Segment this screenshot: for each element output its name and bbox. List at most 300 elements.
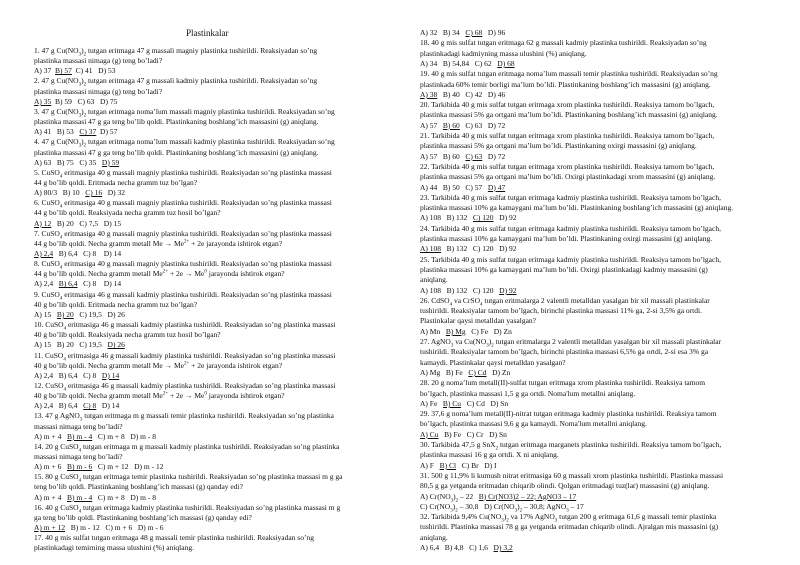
text-line (34, 452, 123, 461)
text-line (34, 198, 332, 208)
text-segment: 26. CdSO (420, 295, 450, 305)
text-segment: eritmasiga 40 g massali magniy plastinka tushirildi. Reaksiyadan so’ng plastinka massasi (62, 198, 332, 208)
text-line (34, 229, 332, 239)
text-line (34, 300, 197, 309)
text-segment: C) Fe D) Zn (465, 326, 512, 336)
text-line (420, 69, 718, 78)
answer-marked: D) 3,2 (493, 543, 513, 552)
text-line (420, 131, 714, 140)
text-segment: 3 (501, 518, 504, 524)
text-line (34, 76, 317, 86)
text-segment: 10. CuSO (34, 320, 64, 330)
text-line (34, 391, 285, 400)
text-segment: tutgan eritmaga 47 g massali magniy plastinka tushirildi. Reaksiyadan so’ng (86, 46, 318, 55)
text-line (34, 330, 221, 339)
text-segment: 3 (450, 343, 454, 349)
text-segment: 40 g bo’lib qoldi. Necha gramm metall Me → Me (34, 360, 184, 370)
text-segment: eritmasiga 40 g massali magniy plastinka tushirildi. Reaksiyadan so’ng plastinka massasi (62, 167, 332, 177)
text-segment: A) 32 B) 34 (420, 28, 466, 37)
answer-marked: A) 2,4 (34, 249, 54, 258)
text-segment: 4 (480, 302, 483, 308)
text-segment: 4 (59, 296, 63, 302)
text-line (420, 327, 512, 336)
text-line (420, 110, 718, 119)
text-line (34, 340, 125, 349)
text-line (34, 279, 121, 288)
text-segment: 28. 20 g noma’lum metall(II)-sulfat tutgan eritmaga xrom plastinka tushirildi. Reaksiya tamom (420, 378, 706, 388)
text-segment: tutgan eritmaga m g massali temir plastinka tushirildi. Reaksiyadan so’ng plastinka (82, 411, 334, 421)
text-segment: ) (517, 501, 520, 511)
text-line (420, 409, 717, 418)
text-segment: D) 72 (482, 151, 506, 161)
text-line (420, 80, 711, 89)
text-segment: A) Mg B) Fe (420, 367, 469, 377)
text-segment: tutgan eritmaga 47 g massali kadmiy plastinka tushirildi. Reaksiyadan so’ng (86, 76, 318, 86)
text-segment: 2+ (162, 391, 169, 397)
text-line (420, 59, 515, 68)
text-segment: B) Fe C) Cr D) Sn (438, 429, 507, 439)
text-line (34, 411, 334, 421)
text-segment: C) Cd D) Sn (461, 398, 509, 408)
text-segment: va Cu(NO (453, 337, 487, 346)
text-line (420, 306, 702, 315)
text-line (420, 275, 448, 284)
text-segment: plastinka massasi 10% ga kamaygani ma’lum bo’ldi. Plastinkaning oxirgi massasini (g) aniqlang. (420, 234, 713, 243)
text-segment: A) 44 B) 50 C) 57 (420, 182, 488, 192)
text-segment: 20. Tarkibida 40 g mis sulfat tutgan eritmaga xrom plastinka tushirildi. Reaksiya tamom bo’lgach, (420, 100, 715, 110)
text-segment: 9. CuSO (34, 289, 60, 299)
text-line (420, 440, 721, 450)
text-segment: plastinka massasi 47 g ga teng bo’lib qoldi. Plastinkaning boshlang’ich massasini (g) aniqlang. (34, 147, 319, 157)
text-segment: 3 (78, 82, 82, 88)
text-segment: 4 (78, 509, 82, 515)
text-segment: 3 (486, 343, 489, 349)
text-segment: A) 108 B) 132 C) 120 (420, 285, 500, 295)
text-segment: 2+ (183, 239, 190, 245)
text-segment: 19. 40 g mis sulfat tutgan eritmaga noma’lum massali temir plastinka tushirildi. Reaksiyadan so’ng (420, 69, 718, 79)
text-segment: plastinka massasi nimaga (g) teng bo’ladi? (34, 86, 163, 96)
text-line (420, 481, 709, 490)
text-segment: + 2e → Me (168, 269, 205, 279)
text-segment: 4 (63, 357, 66, 362)
answer-marked: D) 47 (487, 182, 506, 192)
text-line (420, 430, 507, 439)
text-line (420, 49, 587, 58)
text-segment: 24. Tarkibida 40 g mis sulfat tutgan eritmaga kadmiy plastinka tushirildi. Reaksiya tamom bo’lgach, (420, 223, 721, 233)
text-line (420, 337, 721, 347)
text-segment: 8. CuSO (34, 259, 60, 269)
text-segment: plastinka massasi 10% ga kamaygani ma’lum bo’ldi. Plastinkaning boshlang’ich massasini (g) aniqlang. (420, 203, 734, 213)
text-line (34, 381, 336, 391)
text-segment: C) 8 D) 14 (77, 279, 122, 289)
answer-marked: A) 35 (34, 96, 52, 106)
text-segment: – 30,8 D) Cr(NO (457, 501, 515, 511)
text-segment: tutgan eritmaga m g massali kadmiy plastinka tushirildi. Reaksiyadan so’ng plastinka (81, 441, 340, 451)
text-segment: 4 (63, 326, 67, 332)
text-segment: 3 (78, 113, 82, 119)
answer-marked: A) 12 (34, 218, 52, 228)
text-line (420, 162, 714, 171)
text-line (34, 543, 194, 552)
text-line (420, 152, 505, 161)
text-line (420, 28, 505, 37)
text-segment: A) Fe (420, 398, 443, 408)
answer-marked: C) 120 (472, 213, 494, 223)
text-segment: teng bo’lib qoldi. Plastinkaning boshlang’ich massasi (g) qanday edi? (34, 482, 243, 492)
text-segment: D) 14 (96, 401, 120, 411)
text-line (34, 249, 121, 258)
text-line (34, 239, 282, 248)
text-segment: A) 2,4 B) 6,4 C) 8 (34, 370, 102, 380)
text-line (34, 46, 317, 56)
text-line (34, 137, 335, 147)
text-line (34, 188, 125, 197)
text-segment: 4 (59, 265, 63, 271)
text-segment: 12. CuSO (34, 380, 64, 390)
text-segment: plastinkadagi temirning massa ulushini (%) aniqlang. (34, 543, 194, 553)
text-line (34, 178, 197, 187)
text-segment: 32. Tarkibida 9,4% Cu(NO (420, 512, 502, 522)
text-segment: 22. Tarkibida 40 g mis sulfat tutgan eritmaga xrom plastinka tushirildi. Reaksiya tamom bo’lgach, (420, 161, 715, 171)
text-segment: 80,5 g ga yetganda eritmadan chiqarib olindi. Qolgan eritmadagi tuz(lar) massasini (g) aniqlang. (420, 481, 710, 491)
text-segment: 4 (449, 302, 453, 308)
text-segment: B) m - 12 C) m + 6 D) m - 6 (65, 523, 164, 533)
answer-marked: A) 38 (420, 89, 438, 99)
text-segment: 3 (514, 508, 518, 514)
text-segment: tushirildi. Reaksiyalar tamom bo’lgach, birinchi plastinka massasi 11% ga, 2-si 3,5% ga ortdi. (420, 306, 702, 316)
text-line (34, 361, 282, 370)
text-line (420, 533, 448, 542)
text-segment: eritmasiga 46 g massali kadmiy plastinka tushirildi. Reaksiyadan so’ng plastinka massasi (65, 350, 336, 360)
page-title: Plastinkalar (186, 28, 229, 38)
text-segment: A) m + 4 (34, 431, 67, 441)
text-segment: B) 59 C) 63 D) 75 (51, 96, 118, 106)
text-segment: eritmasiga 40 g massali magniy plastinka tushirildi. Reaksiyadan so’ng plastinka massasi (62, 228, 332, 238)
text-segment: 2 (455, 508, 458, 514)
text-line (34, 523, 164, 532)
text-segment: 11. CuSO (34, 350, 64, 360)
text-segment: tutgan eritmalarga 2 valentli metalldan yasalgan bir xil massali plastinkalar (482, 295, 710, 305)
text-line (34, 503, 340, 513)
answer-marked: C) 68 (465, 28, 483, 37)
text-segment: C) m + 8 D) m - 8 (92, 431, 157, 441)
answer-marked: B) Cr(NO3)2 – 22; AgNO3 – 17 (478, 491, 577, 501)
text-segment: ) (503, 512, 507, 522)
text-segment: 3 (78, 52, 82, 58)
text-line (34, 56, 162, 65)
text-line (34, 66, 115, 75)
text-line (34, 107, 335, 117)
text-segment: 40 g bo’lib qoldi. Eritmada necha gramm tuz bo’lgan? (34, 299, 198, 309)
text-line (420, 368, 510, 377)
answer-marked: A) Cu (420, 429, 439, 439)
text-segment: eritmasiga 46 g massali kadmiy plastinka tushirildi. Reaksiyadan so’ng plastinka massasi (66, 380, 336, 390)
text-line (34, 269, 285, 278)
text-line (420, 316, 536, 325)
text-line (420, 492, 576, 502)
text-segment: 27. AgNO (420, 337, 451, 346)
text-segment: 23. Tarkibida 40 g mis sulfat tutgan eritmaga kadmiy plastinka tushirildi. Reaksiya tamom bo’lgach, (420, 192, 721, 202)
text-segment: 2 (83, 82, 87, 88)
text-segment: C) 19,5 D) 26 (73, 309, 125, 319)
text-line (420, 399, 508, 408)
text-segment: plastinka massasi 16 g ga ortdi. X ni aniqlang. (420, 450, 559, 460)
text-segment: 44 g bo’lib qoldi. Reaksiyada necha gramm tuz hosil bo’lgan? (34, 208, 221, 218)
text-line (34, 148, 319, 157)
text-segment: – 17 (568, 501, 584, 511)
text-segment: A) 80/3 B) 10 (34, 188, 86, 198)
text-line (420, 543, 513, 552)
text-segment: 2+ (183, 361, 190, 367)
text-line (34, 533, 314, 542)
text-segment: 18. 40 g mis sulfat tutgan eritmaga 62 g massali kadmiy plastinka tushirildi. Reaksiyadan so’ng (420, 38, 707, 48)
text-segment: A) 2,4 B) 6,4 (34, 401, 84, 411)
text-segment: 40 g bo’lib qoldi. Necha gramm metall Me (34, 391, 163, 401)
text-segment: kamaydi. Plastinkalar qaysi metalldan yasalgan? (420, 357, 566, 367)
text-segment: ) (81, 46, 84, 55)
text-line (420, 224, 721, 233)
text-segment: 3 (450, 508, 453, 514)
text-segment: + 2e jarayonda ishtirok etgan? (189, 238, 283, 248)
text-segment: eritmasiga 46 g massali kadmiy plastinka tushirildi. Reaksiyadan so’ng plastinka massasi (62, 289, 332, 299)
text-segment: 4 (63, 387, 67, 393)
text-segment: tutgan eritmaga kadmiy plastinka tushirildi. Reaksiyadan so’ng plastinka massasi m g (81, 502, 341, 512)
answer-marked: B) 20 (56, 309, 74, 319)
answer-marked: C) 16 (85, 188, 103, 198)
answer-marked: D) 68 (497, 58, 515, 68)
text-line (34, 97, 117, 106)
text-line (420, 358, 566, 367)
text-segment: D) 92 (493, 213, 517, 223)
text-line (34, 320, 336, 330)
text-segment: C) 41 D) 53 (71, 66, 116, 76)
text-segment: 13. 47 g AgNO (34, 411, 80, 421)
text-segment: 6. CuSO (34, 198, 60, 208)
text-segment: A) 2,4 (34, 279, 59, 289)
text-segment: plastinkadagi kadmiyning massa ulushini (%) aniqlang. (420, 48, 587, 58)
text-segment: 16. 40 g CuSO (34, 502, 79, 512)
text-line (420, 471, 723, 480)
text-segment: D) 96 (482, 28, 506, 37)
text-line (420, 234, 712, 243)
text-segment: ) (488, 337, 492, 346)
text-segment: 3 (79, 417, 83, 423)
text-segment: A) 63 B) 75 C) 35 (34, 157, 102, 167)
text-segment: A) 6,4 B) 4,8 C) 1,6 (420, 543, 494, 552)
answer-marked: D) 14 (101, 370, 120, 380)
text-segment: ) (81, 106, 84, 116)
text-line (34, 87, 162, 96)
text-segment: tutgan eritmaga temir plastinka tushirildi. Reaksiyadan so’ng plastinka massasi m g ga (81, 472, 343, 482)
text-segment: 25. Tarkibida 40 g mis sulfat tutgan eritmaga kadmiy plastinka tushirildi. Reaksiya tamom bo’lgach, (420, 254, 721, 264)
text-line (420, 255, 721, 264)
text-segment: bo’lgach, plastinka massasi 9,6 g ga kamaydi. Noma'lum metallni aniqlang. (420, 419, 647, 429)
answer-marked: D) 26 (107, 340, 125, 350)
text-segment: C) Cr(NO (420, 501, 451, 511)
text-segment: ga teng bo’lib qoldi. Plastinkaning boshlang’ich massasi (g) qanday edi? (34, 512, 252, 522)
text-segment: B) 132 C) 120 D) 92 (441, 244, 517, 254)
text-segment: tutgan eritmaga noma’lum massali kadmiy plastinka tushirildi. Reaksiyadan so’ng (86, 137, 335, 147)
text-segment: – 22 (458, 491, 479, 501)
text-segment: 21. Tarkibida 40 g mis sulfat tutgan eritmaga xrom plastinka tushirildi. Reaksiya tamom bo’lgach, (420, 131, 715, 140)
text-line (34, 442, 339, 452)
text-segment: plastinka massasi 5% ga ortgani ma’lum bo’ldi. Plastinkaning boshlang’ich massasini (g) aniqlang. (420, 110, 718, 120)
text-segment: A) 41 B) 53 (34, 127, 80, 137)
text-line (34, 351, 335, 361)
text-segment: eritmasiga 46 g massali kadmiy plastinka tushirildi. Reaksiyadan so’ng plastinka massasi (66, 320, 336, 330)
text-segment: plastinka massasi 5% ga ortgani ma’lum bo’ldi. Plastinkaning oxirgi massasini (g) aniqlang. (420, 141, 697, 151)
text-line (34, 127, 117, 136)
text-line (420, 172, 715, 181)
answer-marked: C) 37 (79, 127, 97, 137)
text-segment: 7. CuSO (34, 228, 60, 238)
text-segment: A) m + 6 (34, 462, 67, 472)
text-segment: jarayonda ishtirok etgan? (206, 269, 285, 279)
text-line (420, 286, 516, 295)
text-line (420, 265, 708, 274)
text-segment: 14. 20 g CuSO (34, 441, 79, 451)
text-line (420, 213, 516, 222)
text-segment: B) 40 C) 42 D) 46 (437, 89, 506, 99)
text-line (420, 183, 505, 192)
text-segment: tutgan eritmaga noma’lum massali magniy plastinka tushirildi. Reaksiyadan so’ng (86, 106, 335, 116)
text-line (34, 432, 156, 441)
answer-marked: A) m + 12 (34, 523, 66, 533)
text-segment: B) 20 C) 7,5 D) 15 (51, 218, 122, 228)
answer-marked: B) Cu (442, 398, 462, 408)
text-segment: C) Br D) I (456, 460, 497, 470)
text-line (34, 259, 332, 269)
text-segment: – 30,8; AgNO (522, 501, 567, 511)
answer-marked: C) Cd (468, 367, 487, 377)
text-segment: 29. 37,6 g noma’lum metall(II)-nitrat tutgan eritmaga kadmiy plastinka tushirildi. Reaksiya tamom (420, 409, 717, 419)
text-segment: eritmasiga 40 g massali magniy plastinka tushirildi. Reaksiyadan so’ng plastinka massasi (62, 259, 332, 269)
answer-marked: B) 6,4 (58, 279, 78, 289)
text-segment: 44 g bo’lib qoldi. Necha gramm metall Me (34, 269, 163, 279)
text-segment: 17. 40 g mis sulfat tutgan eritmaga 48 g massali temir plastinka tushirildi. Reaksiyadan so’ng (34, 533, 314, 543)
text-segment: A) m + 4 (34, 492, 67, 502)
text-segment: 3 (566, 508, 569, 514)
text-segment: A) 57 B) 60 (420, 151, 466, 161)
text-segment: 2 (495, 446, 499, 452)
text-segment: 3 (554, 518, 558, 524)
text-segment: C) 63 D) 72 (459, 120, 506, 130)
text-segment: ) (452, 501, 456, 511)
text-segment: 2 (491, 343, 494, 349)
text-segment: 2+ (162, 269, 169, 275)
text-segment: A) Mn (420, 326, 446, 336)
text-line (420, 512, 716, 522)
text-segment: A) 37 (34, 66, 56, 76)
text-segment: 4 (59, 204, 63, 210)
text-segment: 2 (455, 498, 459, 503)
text-segment: 4 (59, 235, 63, 241)
text-line (420, 522, 718, 531)
text-segment: va 17% AgNO (508, 512, 555, 522)
text-line (420, 389, 635, 398)
text-segment: 4 (59, 174, 63, 180)
text-segment: 2. 47 g Cu(NO (34, 76, 79, 86)
text-segment: 3 (78, 143, 82, 149)
text-line (420, 419, 647, 428)
text-segment: ) (81, 137, 84, 147)
text-segment: 4 (78, 448, 82, 454)
text-segment: 0 (204, 391, 207, 397)
text-segment: D) Zn (486, 367, 511, 377)
answer-marked: B) Cl (439, 460, 457, 470)
answer-marked: C) 63 (465, 151, 483, 161)
text-segment: 44 g bo’lib qoldi. Eritmada necha gramm tuz bo’lgan? (34, 177, 198, 187)
text-segment: + 2e → Me (168, 391, 205, 401)
text-segment: 2 (506, 518, 509, 524)
text-segment: ) (81, 76, 84, 86)
answer-marked: B) Mg (445, 326, 466, 336)
text-segment: C) m + 12 D) m - 12 (92, 462, 164, 472)
text-segment: 5. CuSO (34, 167, 60, 177)
text-line (420, 193, 721, 202)
text-segment: + 2e jarayonda ishtirok etgan? (189, 360, 283, 370)
text-line (420, 347, 708, 356)
text-segment: aniqlang. (420, 532, 448, 542)
answer-marked: B) m - 6 (66, 462, 93, 472)
answer-marked: B) 60 (442, 120, 460, 130)
text-line (420, 502, 584, 512)
text-segment: 4. 47 g Cu(NO (34, 137, 79, 147)
text-line (420, 244, 516, 253)
text-segment: 40 g bo’lib qoldi. Reaksiyada necha gramm tuz hosil bo’lgan? (34, 330, 221, 340)
text-segment: 4 (78, 478, 82, 484)
text-segment: va CrSO (452, 295, 481, 305)
answer-marked: D) 59 (101, 157, 120, 167)
text-segment: A) 34 B) 54,84 C) 62 (420, 58, 498, 68)
text-segment: tutgan eritmaga marganets plastinka tushirildi. Reaksiya tamom bo’lgach, (498, 440, 722, 449)
text-line (420, 461, 496, 470)
text-line (420, 121, 505, 130)
text-segment: plastinka massasi 5% ga ortgani ma’lum bo’ldi. Oxirgi plastinkadagi xrom massasini (g) aniqlang. (420, 172, 716, 182)
text-segment: plastinka massasi 10% ga kamaygani ma’lum bo’ldi. Oxirgi plastinkadagi kadmiy massasini (g) (420, 264, 708, 274)
text-segment: tushirildi. Plastinka massasi 78 g ga yetganda eritmadan chiqarib olindi. Ajralgan mis massasini (g) (420, 522, 719, 532)
text-line (34, 310, 125, 319)
text-line (420, 203, 733, 212)
text-segment: 0 (204, 269, 207, 275)
text-segment: massasi nimaga teng bo’ladi? (34, 421, 123, 431)
answer-marked: D) 92 (499, 285, 517, 295)
text-line (34, 472, 343, 482)
answer-marked: A) 108 (420, 244, 442, 254)
text-segment: aniqlang. (420, 275, 448, 285)
text-segment: A) 15 B) 20 C) 19,5 (34, 340, 108, 350)
text-segment: 3 (450, 498, 454, 503)
text-segment: jarayonda ishtirok etgan? (206, 391, 285, 401)
text-segment: 2 (83, 52, 87, 58)
text-segment: ) (453, 491, 456, 501)
text-segment: A) 57 (420, 120, 443, 130)
text-line (34, 371, 119, 380)
text-line (420, 450, 559, 459)
text-line (420, 38, 707, 47)
text-line (34, 401, 119, 410)
text-line (34, 462, 164, 471)
text-segment: A) Cr(NO (420, 491, 451, 501)
answer-marked: B) 57 (55, 66, 72, 76)
text-segment: Plastinkalar qaysi metalldan yasalgan? (420, 316, 537, 326)
text-line (420, 141, 697, 150)
answer-marked: B) m - 4 (66, 431, 93, 441)
text-segment: tutgan eritmalarga 2 valentli metalldan yasalgan bir xil massali plastinkalar (493, 337, 722, 346)
text-line (34, 158, 119, 167)
text-segment: 3. 47 g Cu(NO (34, 106, 79, 116)
text-segment: 2 (519, 508, 523, 514)
